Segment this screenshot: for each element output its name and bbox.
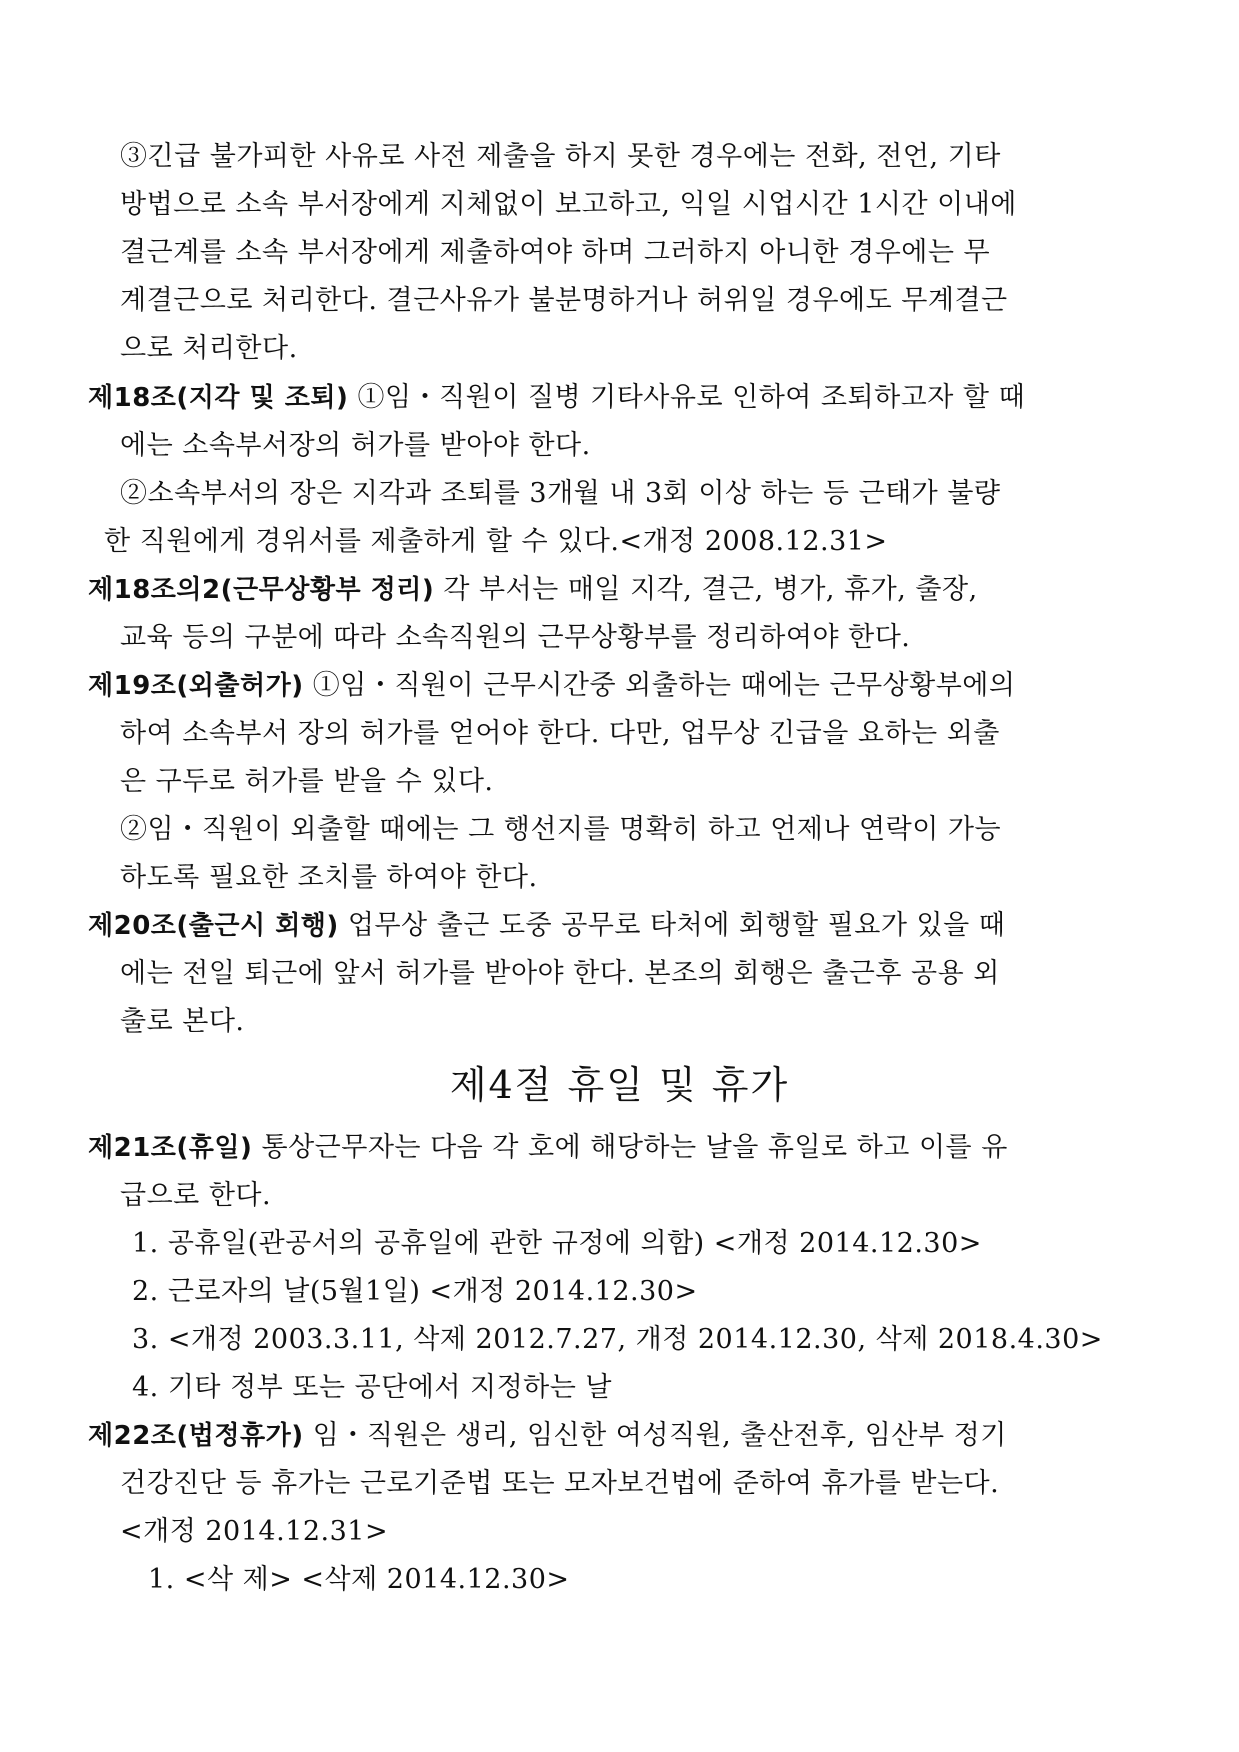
- text-line: 통상근무자는 다음 각 호에 해당하는 날을 휴일로 하고 이를 유: [252, 1132, 1008, 1163]
- text-line: ③긴급 불가피한 사유로 사전 제출을 하지 못한 경우에는 전화, 전언, 기타: [120, 141, 1001, 172]
- list-item: 2. 근로자의 날(5월1일) <개정 2014.12.30>: [132, 1276, 698, 1307]
- article-21-title: 제21조(휴일): [88, 1133, 253, 1163]
- text-line: 계결근으로 처리한다. 결근사유가 불분명하거나 허위일 경우에도 무계결근: [120, 285, 1008, 316]
- text-line: ①임・직원이 질병 기타사유로 인하여 조퇴하고자 할 때: [348, 382, 1026, 413]
- article-20: [88, 909, 1005, 943]
- article-18-2-title: 제18조의2(근무상황부 정리): [88, 575, 435, 605]
- article-18-2: [88, 573, 978, 607]
- list-item: 1. <삭 제> <삭제 2014.12.30>: [148, 1564, 570, 1595]
- text-line: 출로 본다.: [120, 1006, 245, 1037]
- text-line: 각 부서는 매일 지각, 결근, 병가, 휴가, 출장,: [434, 574, 978, 605]
- article-18-title: 제18조(지각 및 조퇴): [88, 383, 349, 413]
- text-line: 으로 처리한다.: [120, 333, 298, 364]
- text-line: ①임・직원이 근무시간중 외출하는 때에는 근무상황부에의: [303, 670, 1016, 701]
- text-line: 은 구두로 허가를 받을 수 있다.: [120, 766, 494, 797]
- article-18: [88, 381, 1025, 415]
- text-line: 업무상 출근 도중 공무로 타처에 회행할 필요가 있을 때: [338, 910, 1006, 941]
- article-22: [88, 1419, 1007, 1453]
- text-line: 에는 전일 퇴근에 앞서 허가를 받아야 한다. 본조의 회행은 출근후 공용 외: [120, 958, 1000, 989]
- article-22-title: 제22조(법정휴가): [88, 1421, 304, 1451]
- text-line: 방법으로 소속 부서장에게 지체없이 보고하고, 익일 시업시간 1시간 이내에: [120, 189, 1017, 220]
- text-line: 하도록 필요한 조치를 하여야 한다.: [120, 862, 538, 893]
- text-line: 임・직원은 생리, 임신한 여성직원, 출산전후, 임산부 정기: [303, 1420, 1007, 1451]
- text-line: 한 직원에게 경위서를 제출하게 할 수 있다.<개정 2008.12.31>: [104, 526, 888, 557]
- text-line: 교육 등의 구분에 따라 소속직원의 근무상황부를 정리하여야 한다.: [120, 622, 911, 653]
- article-21: [88, 1131, 1008, 1165]
- text-line: 하여 소속부서 장의 허가를 얻어야 한다. 다만, 업무상 긴급을 요하는 외출: [120, 718, 1000, 749]
- text-line: <개정 2014.12.31>: [120, 1516, 389, 1547]
- article-20-title: 제20조(출근시 회행): [88, 911, 339, 941]
- section-heading: 제4절 휴일 및 휴가: [449, 1063, 790, 1107]
- text-line: 건강진단 등 휴가는 근로기준법 또는 모자보건법에 준하여 휴가를 받는다.: [120, 1468, 1000, 1499]
- text-line: ②소속부서의 장은 지각과 조퇴를 3개월 내 3회 이상 하는 등 근태가 불량: [120, 478, 1001, 509]
- article-19: [88, 669, 1015, 703]
- text-line: 결근계를 소속 부서장에게 제출하여야 하며 그러하지 아니한 경우에는 무: [120, 237, 991, 268]
- text-line: 급으로 한다.: [120, 1180, 272, 1211]
- article-19-title: 제19조(외출허가): [88, 671, 304, 701]
- list-item: 4. 기타 정부 또는 공단에서 지정하는 날: [132, 1372, 612, 1403]
- list-item: 1. 공휴일(관공서의 공휴일에 관한 규정에 의함) <개정 2014.12.30>: [132, 1228, 982, 1259]
- list-item: 3. <개정 2003.3.11, 삭제 2012.7.27, 개정 2014.12.30, 삭제 2018.4.30>: [132, 1324, 1103, 1355]
- text-line: 에는 소속부서장의 허가를 받아야 한다.: [120, 430, 591, 461]
- text-line: ②임・직원이 외출할 때에는 그 행선지를 명확히 하고 언제나 연락이 가능: [120, 814, 1002, 845]
